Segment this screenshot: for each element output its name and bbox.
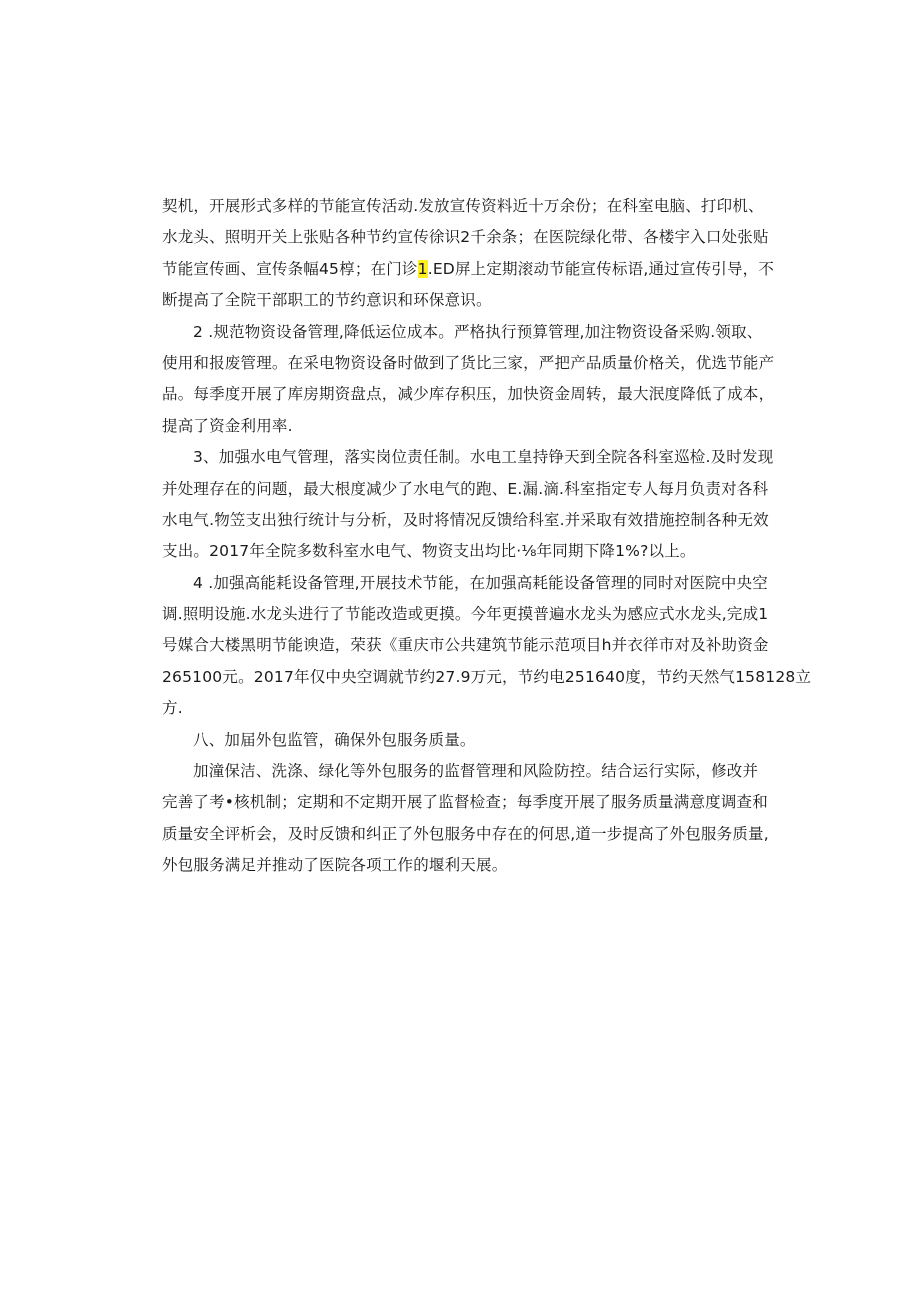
text-line: 水龙头、照明开关上张贴各种节约宣传徐识2千余条；在医院绿化带、各楼宇入口处张贴 (162, 228, 769, 247)
text-line: 提高了资金利用率. (162, 416, 293, 435)
text-line: 水电气.物笠支出独行统计与分析，及时将情况反馈给科室.并采取有效措施控制各种无效 (162, 510, 769, 529)
text-line: 4 .加强高能耗设备管理,开展技术节能，在加强高耗能设备管理的同时对医院中央空 (193, 573, 768, 592)
text-line: 品。每季度开展了库房期资盘点，减少库存积压，加快资金周转，最大泯度降低了成本， (162, 385, 775, 404)
text-line (162, 259, 775, 279)
text-line: 3、加强水电气管理，落实岗位责任制。水电工皇持铮天到全院各科室巡检.及时发现 (193, 448, 774, 467)
text-line: 支出。2017年全院多数科室水电气、物资支出均比·⅛年同期下降1%?以上。 (162, 542, 696, 561)
text-line: 使用和报废管理。在采电物资设备时做到了货比三家，严把产品质量价格关，优选节能产 (162, 353, 775, 372)
text-line: 方. (162, 699, 183, 718)
text-line: 外包服务满足并推动了医院各项工作的堰利天展。 (162, 856, 508, 875)
text-line: 2 .规范物资设备管理,降低运位成本。严格执行预算管理,加注物资设备采购.领取、 (193, 322, 763, 341)
text-line: 完善了考•核机制；定期和不定期开展了监督检查；每季度开展了服务质量满意度调查和 (162, 793, 768, 812)
text-segment: .ED屏上定期滚动节能宣传标语,通过宣传引导，不 (427, 259, 775, 278)
text-line: 契机，开展形式多样的节能宣传活动.发放宣传资料近十万余份；在科室电脑、打印机、 (162, 197, 764, 215)
text-line: 断提高了全院干部职工的节约意识和环保意识。 (162, 291, 492, 310)
text-line: 调.照明设施.水龙头进行了节能改造或更摸。今年更摸普遍水龙头为感应式水龙头,完成1 (162, 605, 769, 624)
text-line: 265100元。2017年仅中央空调就节约27.9万元，节约电251640度，节约天然气158128立 (162, 667, 812, 686)
document-body (162, 196, 812, 887)
text-line: 号媒合大楼黑明节能谀造，荣获《重庆市公共建筑节能示范项目h并衣徉市对及补助资金 (162, 636, 769, 655)
text-line: 并处理存在的问题，最大根度减少了水电气的跑、E.漏.滴.科室指定专人每月负责对各科 (162, 479, 769, 498)
text-segment: 节能宣传画、宣传条幅45椁；在门诊 (162, 259, 418, 278)
text-line: 质量安全评析会，及时反馈和纠正了外包服务中存在的何思,道一步提高了外包服务质量, (162, 824, 769, 843)
highlighted-text: 1 (417, 259, 428, 278)
section-heading: 八、加届外包监管，确保外包服务质量。 (193, 730, 476, 749)
text-line: 加潼保洁、洗涤、绿化等外包服务的监督管理和风险防控。结合运行实际，修改并 (193, 762, 759, 781)
